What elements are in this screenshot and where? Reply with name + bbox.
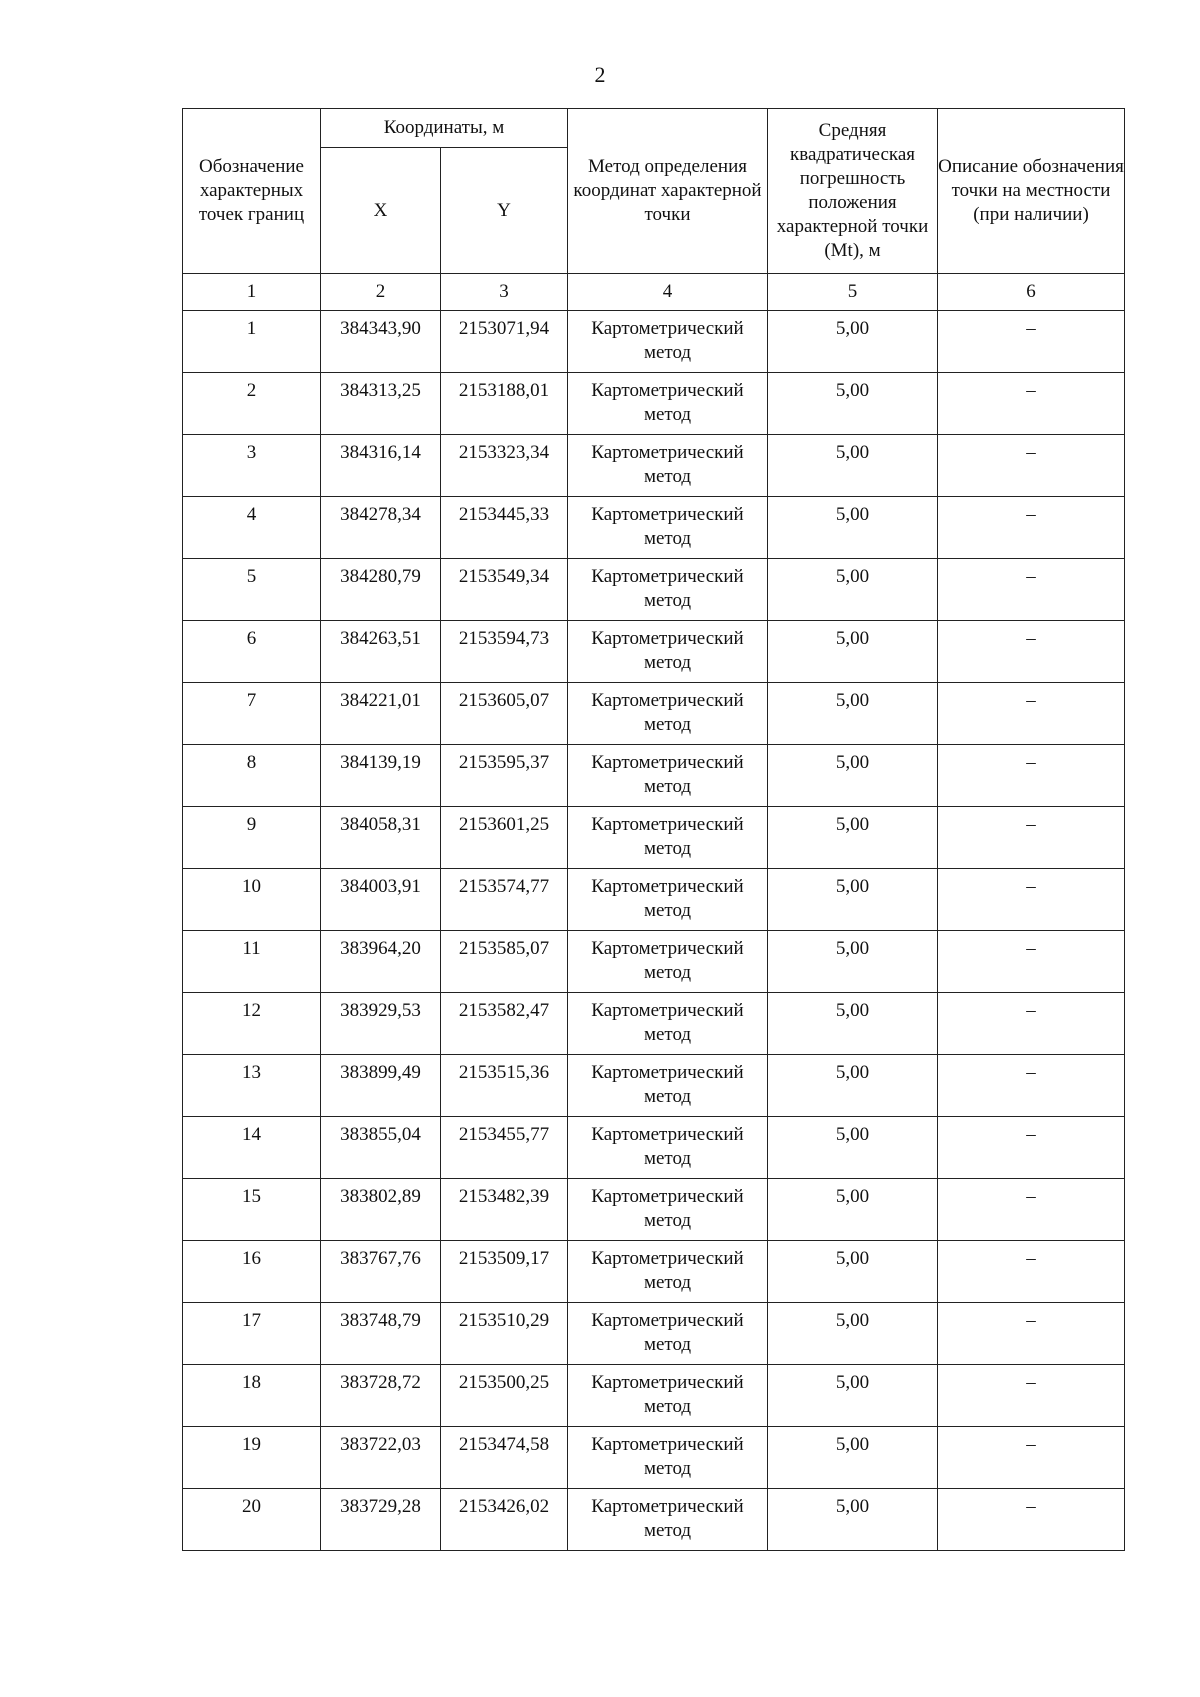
cell-x: 384263,51 (321, 621, 441, 683)
cell-y: 2153445,33 (441, 497, 568, 559)
cell-method: Картометрический метод (568, 1179, 768, 1241)
table-row (183, 807, 1125, 869)
cell-x: 383728,72 (321, 1365, 441, 1427)
cell-point: 3 (183, 435, 321, 497)
cell-method: Картометрический метод (568, 1489, 768, 1551)
cell-y: 2153509,17 (441, 1241, 568, 1303)
cell-error: 5,00 (768, 683, 938, 745)
table-row (183, 373, 1125, 435)
cell-method: Картометрический метод (568, 373, 768, 435)
cell-error: 5,00 (768, 373, 938, 435)
cell-error: 5,00 (768, 931, 938, 993)
cell-error: 5,00 (768, 311, 938, 373)
cell-y: 2153549,34 (441, 559, 568, 621)
cell-y: 2153582,47 (441, 993, 568, 1055)
table-row (183, 683, 1125, 745)
cell-error: 5,00 (768, 745, 938, 807)
cell-point: 16 (183, 1241, 321, 1303)
cell-method: Картометрический метод (568, 807, 768, 869)
cell-x: 384313,25 (321, 373, 441, 435)
cell-method: Картометрический метод (568, 1241, 768, 1303)
cell-description: – (938, 683, 1125, 745)
cell-description: – (938, 931, 1125, 993)
cell-method: Картометрический метод (568, 1303, 768, 1365)
cell-point: 5 (183, 559, 321, 621)
cell-x: 384278,34 (321, 497, 441, 559)
table-row (183, 1427, 1125, 1489)
cell-description: – (938, 1365, 1125, 1427)
cell-x: 384139,19 (321, 745, 441, 807)
column-number: 3 (441, 274, 568, 311)
cell-y: 2153500,25 (441, 1365, 568, 1427)
header-description: Описание обозначения точки на местности (при наличии) (938, 109, 1125, 274)
cell-x: 383767,76 (321, 1241, 441, 1303)
table-row (183, 621, 1125, 683)
table-row (183, 1117, 1125, 1179)
header-point-designation: Обозначение характерных точек границ (183, 109, 321, 274)
cell-description: – (938, 993, 1125, 1055)
cell-method: Картометрический метод (568, 621, 768, 683)
table-row (183, 497, 1125, 559)
cell-point: 14 (183, 1117, 321, 1179)
header-coordinates: Координаты, м (321, 109, 568, 148)
cell-point: 2 (183, 373, 321, 435)
cell-y: 2153482,39 (441, 1179, 568, 1241)
table-row (183, 1489, 1125, 1551)
cell-description: – (938, 621, 1125, 683)
cell-description: – (938, 1179, 1125, 1241)
cell-method: Картометрический метод (568, 1427, 768, 1489)
cell-x: 384316,14 (321, 435, 441, 497)
table-row (183, 931, 1125, 993)
cell-description: – (938, 807, 1125, 869)
cell-point: 8 (183, 745, 321, 807)
table-row (183, 559, 1125, 621)
header-y: Y (441, 148, 568, 274)
cell-x: 383964,20 (321, 931, 441, 993)
table-row (183, 1055, 1125, 1117)
cell-point: 20 (183, 1489, 321, 1551)
cell-x: 383855,04 (321, 1117, 441, 1179)
column-number: 5 (768, 274, 938, 311)
column-number: 1 (183, 274, 321, 311)
cell-y: 2153574,77 (441, 869, 568, 931)
cell-error: 5,00 (768, 1241, 938, 1303)
cell-point: 19 (183, 1427, 321, 1489)
cell-x: 383748,79 (321, 1303, 441, 1365)
coordinates-table (182, 108, 1125, 1551)
cell-y: 2153188,01 (441, 373, 568, 435)
cell-method: Картометрический метод (568, 1365, 768, 1427)
cell-x: 384280,79 (321, 559, 441, 621)
cell-point: 15 (183, 1179, 321, 1241)
table-row (183, 1365, 1125, 1427)
cell-y: 2153071,94 (441, 311, 568, 373)
cell-error: 5,00 (768, 1365, 938, 1427)
cell-method: Картометрический метод (568, 559, 768, 621)
column-number: 6 (938, 274, 1125, 311)
header-method: Метод определения координат характерной точки (568, 109, 768, 274)
cell-error: 5,00 (768, 1179, 938, 1241)
header-error: Средняя квадратическая погрешность положения характерной точки (Mt), м (768, 109, 938, 274)
cell-error: 5,00 (768, 869, 938, 931)
header-x: X (321, 148, 441, 274)
cell-error: 5,00 (768, 559, 938, 621)
cell-error: 5,00 (768, 1303, 938, 1365)
cell-x: 384343,90 (321, 311, 441, 373)
cell-method: Картометрический метод (568, 1055, 768, 1117)
cell-point: 18 (183, 1365, 321, 1427)
cell-point: 11 (183, 931, 321, 993)
cell-error: 5,00 (768, 1427, 938, 1489)
cell-x: 383899,49 (321, 1055, 441, 1117)
cell-x: 383929,53 (321, 993, 441, 1055)
cell-description: – (938, 559, 1125, 621)
cell-x: 383729,28 (321, 1489, 441, 1551)
cell-y: 2153426,02 (441, 1489, 568, 1551)
cell-description: – (938, 1489, 1125, 1551)
cell-error: 5,00 (768, 807, 938, 869)
cell-x: 383802,89 (321, 1179, 441, 1241)
cell-y: 2153585,07 (441, 931, 568, 993)
page-number: 2 (594, 62, 606, 87)
cell-x: 384221,01 (321, 683, 441, 745)
cell-error: 5,00 (768, 1489, 938, 1551)
column-number-row (183, 274, 1125, 311)
cell-point: 13 (183, 1055, 321, 1117)
cell-y: 2153323,34 (441, 435, 568, 497)
cell-description: – (938, 435, 1125, 497)
cell-method: Картометрический метод (568, 869, 768, 931)
table-row (183, 993, 1125, 1055)
cell-method: Картометрический метод (568, 497, 768, 559)
cell-error: 5,00 (768, 621, 938, 683)
cell-y: 2153601,25 (441, 807, 568, 869)
cell-description: – (938, 1055, 1125, 1117)
cell-point: 17 (183, 1303, 321, 1365)
table-row (183, 1241, 1125, 1303)
cell-point: 6 (183, 621, 321, 683)
table-row (183, 745, 1125, 807)
cell-description: – (938, 1303, 1125, 1365)
cell-description: – (938, 497, 1125, 559)
table-row (183, 1303, 1125, 1365)
cell-method: Картометрический метод (568, 745, 768, 807)
cell-description: – (938, 745, 1125, 807)
cell-point: 9 (183, 807, 321, 869)
cell-method: Картометрический метод (568, 435, 768, 497)
cell-error: 5,00 (768, 435, 938, 497)
cell-point: 12 (183, 993, 321, 1055)
cell-description: – (938, 869, 1125, 931)
cell-method: Картометрический метод (568, 1117, 768, 1179)
cell-point: 1 (183, 311, 321, 373)
table-body (183, 274, 1125, 1551)
cell-method: Картометрический метод (568, 683, 768, 745)
cell-x: 383722,03 (321, 1427, 441, 1489)
cell-method: Картометрический метод (568, 993, 768, 1055)
cell-y: 2153455,77 (441, 1117, 568, 1179)
cell-point: 10 (183, 869, 321, 931)
cell-y: 2153510,29 (441, 1303, 568, 1365)
cell-y: 2153594,73 (441, 621, 568, 683)
column-number: 4 (568, 274, 768, 311)
table-row (183, 869, 1125, 931)
cell-y: 2153474,58 (441, 1427, 568, 1489)
table-row (183, 311, 1125, 373)
cell-description: – (938, 1427, 1125, 1489)
cell-point: 4 (183, 497, 321, 559)
cell-error: 5,00 (768, 993, 938, 1055)
cell-description: – (938, 1241, 1125, 1303)
cell-error: 5,00 (768, 497, 938, 559)
column-number: 2 (321, 274, 441, 311)
cell-method: Картометрический метод (568, 311, 768, 373)
cell-error: 5,00 (768, 1117, 938, 1179)
table-row (183, 435, 1125, 497)
cell-description: – (938, 373, 1125, 435)
cell-description: – (938, 1117, 1125, 1179)
cell-description: – (938, 311, 1125, 373)
cell-x: 384058,31 (321, 807, 441, 869)
cell-y: 2153605,07 (441, 683, 568, 745)
cell-x: 384003,91 (321, 869, 441, 931)
table-row (183, 1179, 1125, 1241)
cell-error: 5,00 (768, 1055, 938, 1117)
cell-y: 2153515,36 (441, 1055, 568, 1117)
cell-method: Картометрический метод (568, 931, 768, 993)
cell-point: 7 (183, 683, 321, 745)
cell-y: 2153595,37 (441, 745, 568, 807)
